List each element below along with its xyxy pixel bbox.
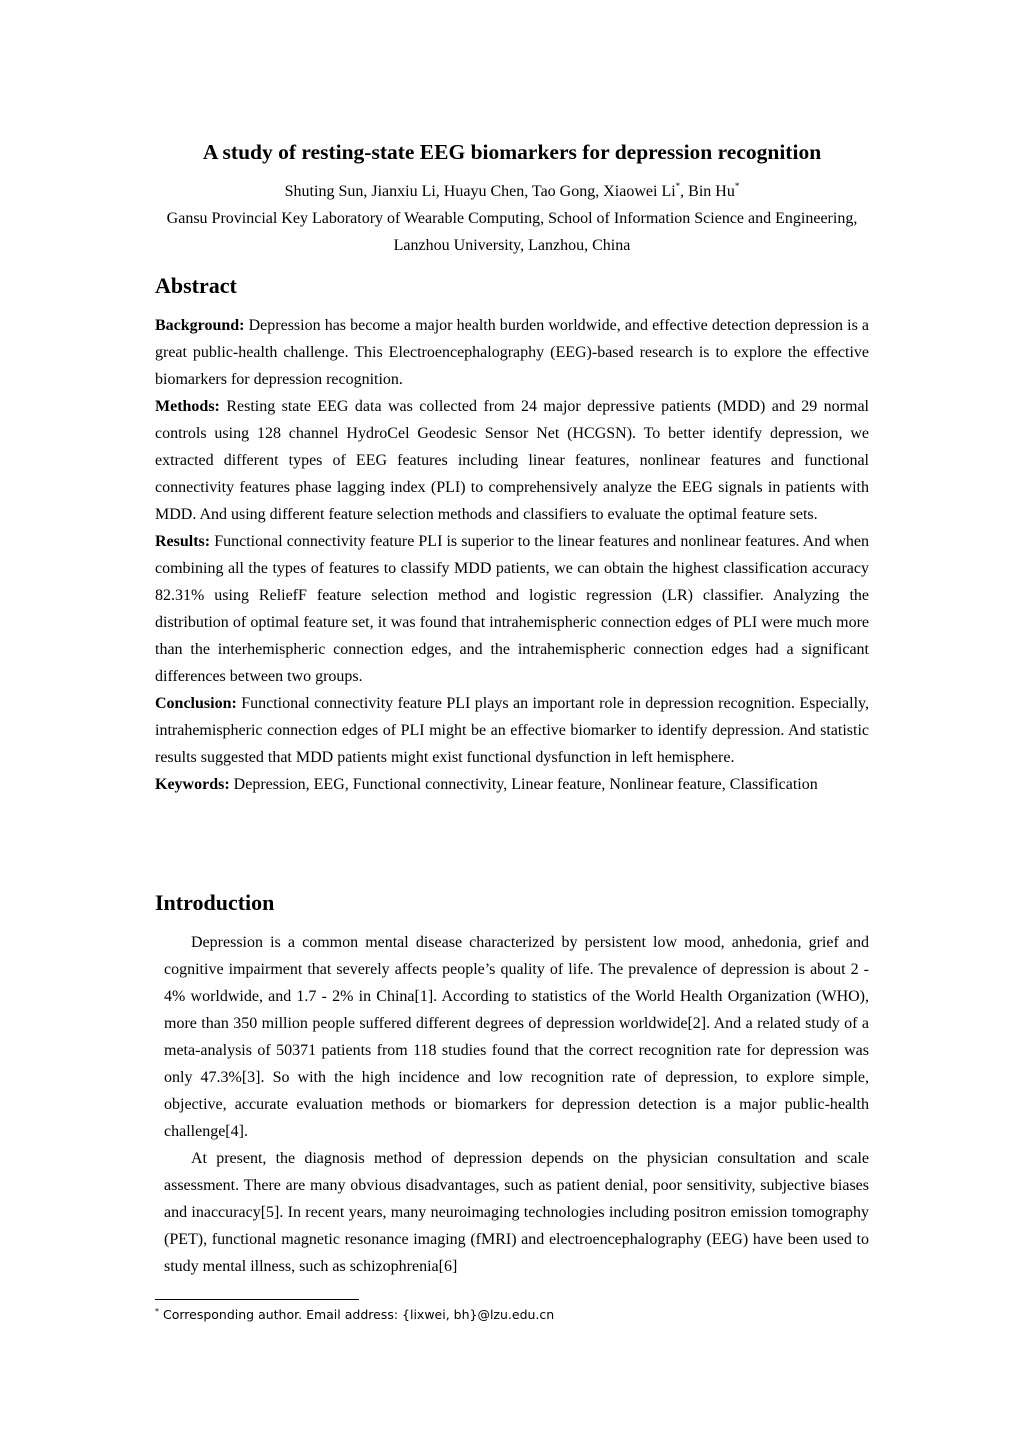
corresponding-mark: * <box>675 181 681 191</box>
keywords-label: Keywords: <box>155 776 230 793</box>
results-label: Results: <box>155 533 211 550</box>
corresponding-mark: * <box>734 181 740 191</box>
results-text: Functional connectivity feature PLI is superior to the linear features and nonlinear features. And when combining all the types of features to classify MDD patients, we can obtain the highest classification accuracy 82.31% using ReliefF feature selection method and logistic regression (LR) classifier. Analyzing the distribution of optimal feature set, it was found that intrahemispheric connection edges of PLI were much more than the interhemispheric connection edges, and the intrahemispheric connection edges had a significant differences between two groups. <box>155 533 869 685</box>
author-names: Shuting Sun, Jianxiu Li, Huayu Chen, Tao Gong, Xiaowei Li <box>284 183 676 200</box>
abstract-body <box>155 312 869 798</box>
intro-paragraph: Depression is a common mental disease characterized by persistent low mood, anhedonia, grief and cognitive impairment that severely affects people’s quality of life. The prevalence of depression is about 2 - 4% worldwide, and 1.7 - 2% in China[1]. According to statistics of the World Health Organization (WHO), more than 350 million people suffered different degrees of depression worldwide[2]. And a related study of a meta-analysis of 50371 patients from 118 studies found that the correct recognition rate for depression was only 47.3%[3]. So with the high incidence and low recognition rate of depression, to explore simple, objective, accurate evaluation methods or biomarkers for depression detection is a major public-health challenge[4]. <box>164 934 869 1140</box>
background-text: Depression has become a major health burden worldwide, and effective detection depression is a great public-health challenge. This Electroencephalography (EEG)-based research is to explore the effective biomarkers for depression recognition. <box>155 317 869 388</box>
affiliation: Gansu Provincial Key Laboratory of Wearable Computing, School of Information Science and Engineering, Lanzhou University, Lanzhou, China <box>166 210 858 254</box>
introduction-heading: Introduction <box>155 890 275 915</box>
abstract-methods <box>155 393 869 528</box>
paper-title: A study of resting-state EEG biomarkers for depression recognition <box>202 140 822 164</box>
footnote-text: Corresponding author. Email address: {lixwei, bh}@lzu.edu.cn <box>159 1307 555 1322</box>
methods-label: Methods: <box>155 398 220 415</box>
abstract-results <box>155 528 869 690</box>
abstract-keywords <box>155 771 869 798</box>
conclusion-text: Functional connectivity feature PLI plays an important role in depression recognition. Especially, intrahemispheric connection edges of PLI might be an effective biomarker to identify depression. And statistic results suggested that MDD patients might exist functional dysfunction in left hemisphere. <box>155 695 869 766</box>
introduction-body <box>164 929 869 1280</box>
abstract-background <box>155 312 869 393</box>
footnote-mark: * <box>155 1307 159 1316</box>
footnote-divider <box>155 1299 359 1300</box>
author-last: , Bin Hu <box>680 183 735 200</box>
abstract-heading: Abstract <box>155 273 237 298</box>
abstract-conclusion <box>155 690 869 771</box>
methods-text: Resting state EEG data was collected from 24 major depressive patients (MDD) and 29 normal controls using 128 channel HydroCel Geodesic Sensor Net (HCGSN). To better identify depression, we extracted different types of EEG features including linear features, nonlinear features and functional connectivity features phase lagging index (PLI) to comprehensively analyze the EEG signals in patients with MDD. And using different feature selection methods and classifiers to evaluate the optimal feature sets. <box>155 398 869 523</box>
intro-paragraph: At present, the diagnosis method of depression depends on the physician consultation and scale assessment. There are many obvious disadvantages, such as patient denial, poor sensitivity, subjective biases and inaccuracy[5]. In recent years, many neuroimaging technologies including positron emission tomography (PET), functional magnetic resonance imaging (fMRI) and electroencephalography (EEG) have been used to study mental illness, such as schizophrenia[6] <box>164 1150 869 1275</box>
author-list <box>155 179 869 205</box>
keywords-text: Depression, EEG, Functional connectivity, Linear feature, Nonlinear feature, Classification <box>229 776 818 793</box>
background-label: Background: <box>155 317 245 334</box>
footnote <box>155 1305 554 1325</box>
conclusion-label: Conclusion: <box>155 695 237 712</box>
